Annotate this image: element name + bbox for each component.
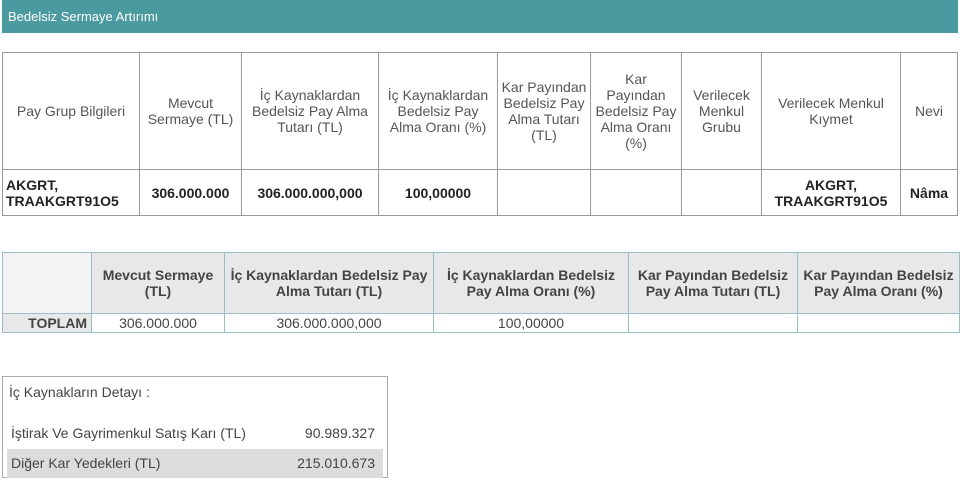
- section-title-bar: [2, 0, 958, 33]
- col-header-internal-amount: İç Kaynaklardan Bedelsiz Pay Alma Tutarı (TL): [242, 53, 379, 170]
- detail-title: İç Kaynakların Detayı :: [9, 384, 150, 400]
- col-header-internal-rate: İç Kaynaklardan Bedelsiz Pay Alma Oranı (%): [379, 53, 498, 170]
- col-header-dividend-amount: Kar Payından Bedelsiz Pay Alma Tutarı (TL): [498, 53, 591, 170]
- col-header-blank: [3, 253, 92, 314]
- col-header-capital: Mevcut Sermaye (TL): [92, 253, 225, 314]
- detail-value: 90.989.327: [304, 425, 375, 441]
- cell-dividend-rate: [591, 170, 682, 216]
- col-header-dividend-amount: Kar Payından Bedelsiz Pay Alma Tutarı (TL): [629, 253, 798, 314]
- detail-label: Diğer Kar Yedekleri (TL): [11, 455, 161, 471]
- total-dividend-amount: [629, 314, 798, 333]
- table-row: [3, 314, 960, 333]
- col-header-internal-amount: İç Kaynaklardan Bedelsiz Pay Alma Tutarı (TL): [225, 253, 434, 314]
- list-item: [7, 419, 383, 448]
- col-header-dividend-rate: Kar Payından Bedelsiz Pay Alma Oranı (%): [798, 253, 960, 314]
- col-header-internal-rate: İç Kaynaklardan Bedelsiz Pay Alma Oranı (%): [434, 253, 629, 314]
- section-title: Bedelsiz Sermaye Artırımı: [8, 9, 159, 24]
- total-label: TOPLAM: [3, 314, 92, 333]
- totals-table: [2, 252, 960, 333]
- col-header-dividend-rate: Kar Payından Bedelsiz Pay Alma Oranı (%): [591, 53, 682, 170]
- total-internal-rate: 100,00000: [434, 314, 629, 333]
- cell-internal-amount: 306.000.000,000: [242, 170, 379, 216]
- cell-dividend-amount: [498, 170, 591, 216]
- list-item: [7, 449, 383, 478]
- col-header-capital: Mevcut Sermaye (TL): [140, 53, 242, 170]
- share-group-table: [2, 52, 958, 216]
- detail-value: 215.010.673: [297, 455, 375, 471]
- cell-group: AKGRT, TRAAKGRT91O5: [3, 170, 140, 216]
- cell-internal-rate: 100,00000: [379, 170, 498, 216]
- cell-security-group: [682, 170, 762, 216]
- col-header-type: Nevi: [901, 53, 958, 170]
- table-header-row: [3, 53, 958, 170]
- internal-sources-detail-box: [2, 376, 388, 478]
- cell-capital: 306.000.000: [140, 170, 242, 216]
- cell-security: AKGRT, TRAAKGRT91O5: [762, 170, 901, 216]
- col-header-group: Pay Grup Bilgileri: [3, 53, 140, 170]
- table-row: [3, 170, 958, 216]
- total-internal-amount: 306.000.000,000: [225, 314, 434, 333]
- total-dividend-rate: [798, 314, 960, 333]
- detail-label: İştirak Ve Gayrimenkul Satış Karı (TL): [11, 425, 246, 441]
- cell-type: Nâma: [901, 170, 958, 216]
- total-capital: 306.000.000: [92, 314, 225, 333]
- col-header-security-group: Verilecek Menkul Grubu: [682, 53, 762, 170]
- col-header-security: Verilecek Menkul Kıymet: [762, 53, 901, 170]
- table-header-row: [3, 253, 960, 314]
